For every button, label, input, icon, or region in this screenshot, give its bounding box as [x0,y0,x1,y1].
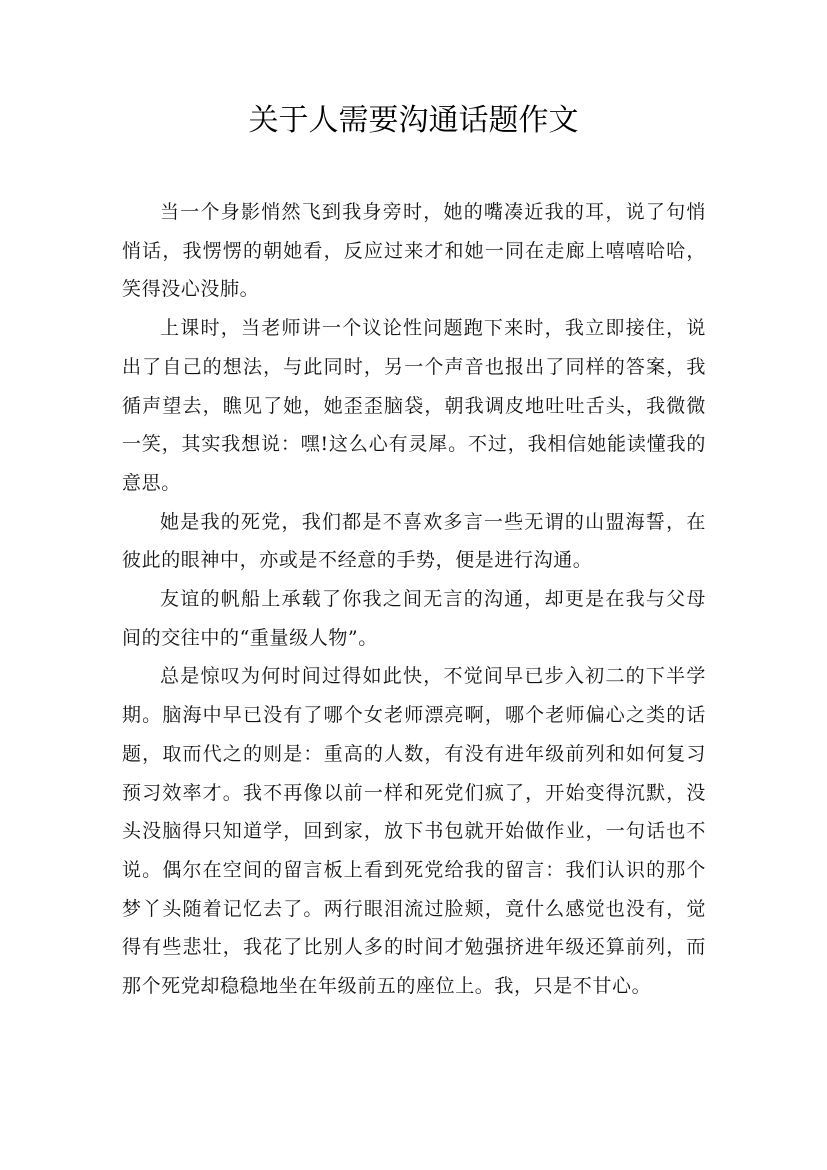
document-title: 关于人需要沟通话题作文 [248,103,579,138]
paragraph: 她是我的死党，我们都是不喜欢多言一些无谓的山盟海誓，在彼此的眼神中，亦或是不经意的手势，便是进行沟通。 [122,510,706,572]
document-body [122,193,706,1006]
paragraph: 总是惊叹为何时间过得如此快，不觉间早已步入初二的下半学期。脑海中早已没有了哪个女老师漂亮啊，哪个老师偏心之类的话题，取而代之的则是：重高的人数，有没有进年级前列和如何复习预习效率才。我不再像以前一样和死党们疯了，开始变得沉默，没头没脑得只知道学，回到家，放下书包就开始做作业，一句话也不说。偶尔在空间的留言板上看到死党给我的留言：我们认识的那个梦丫头随着记忆去了。两行眼泪流过脸颊，竟什么感觉也没有，觉得有些悲壮，我花了比别人多的时间才勉强挤进年级还算前列，而那个死党却稳稳地坐在年级前五的座位上。我，只是不甘心。 [122,665,706,998]
paragraph: 当一个身影悄然飞到我身旁时，她的嘴凑近我的耳，说了句悄悄话，我愣愣的朝她看，反应过来才和她一同在走廊上嘻嘻哈哈，笑得没心没肺。 [122,201,706,301]
paragraph: 上课时，当老师讲一个议论性问题跑下来时，我立即接住，说出了自己的想法，与此同时，另一个声音也报出了同样的答案，我循声望去，瞧见了她，她歪歪脑袋，朝我调皮地吐吐舌头，我微微一笑，其实我想说：嘿!这么心有灵犀。不过，我相信她能读懂我的意思。 [122,317,706,494]
paragraph: 友谊的帆船上承载了你我之间无言的沟通，却更是在我与父母间的交往中的“重量级人物”。 [122,588,706,649]
